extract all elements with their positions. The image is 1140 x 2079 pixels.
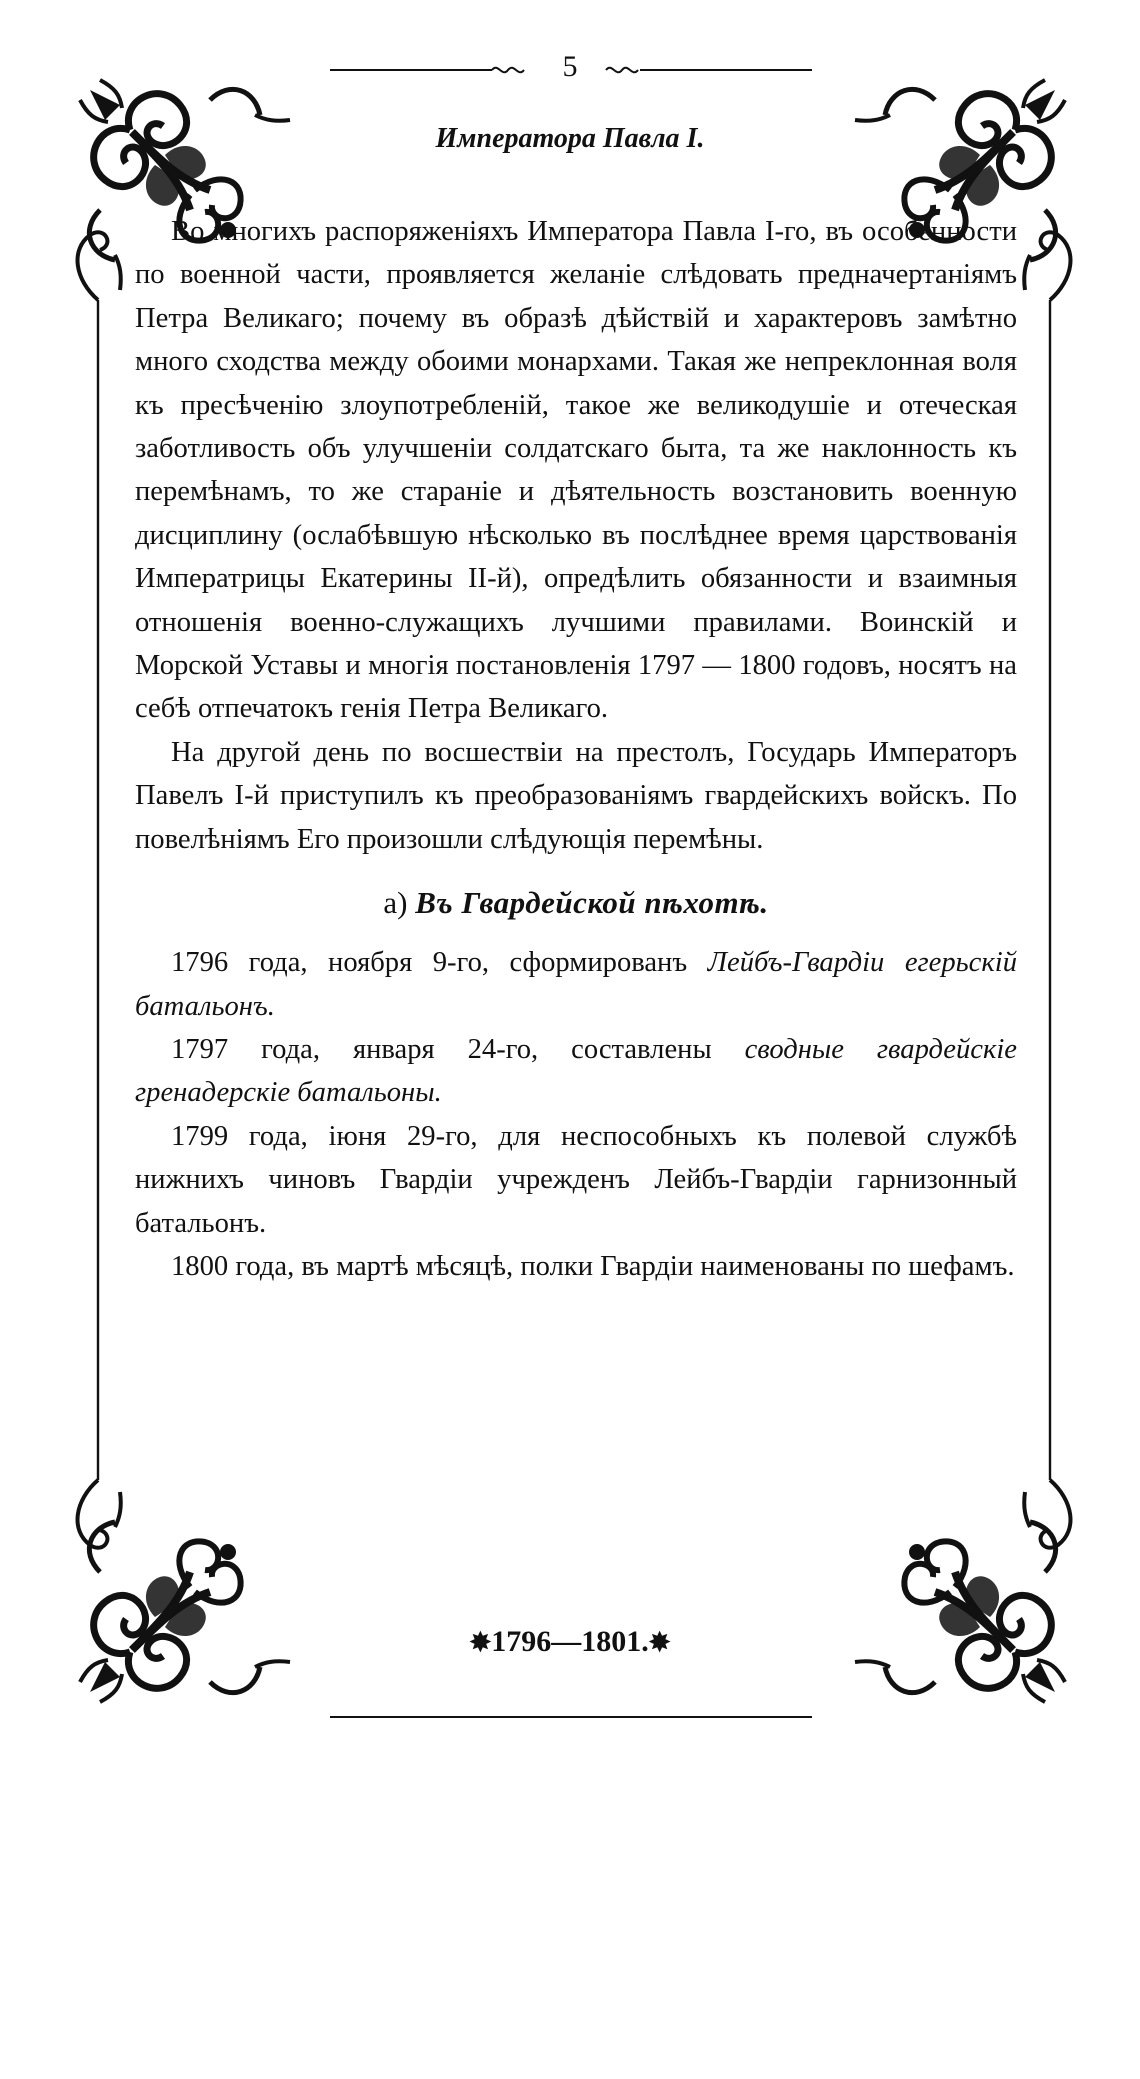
- text-block: [135, 210, 1017, 1288]
- chronicle-entry: [135, 1245, 1017, 1288]
- section-heading: [135, 883, 1017, 923]
- paragraph: На другой день по восшествіи на престолъ, Государь Императоръ Павелъ I-й приступилъ къ преобразованіямъ гвардейскихъ войскъ. По повелѣніямъ Его произошли слѣдующія перемѣны.: [135, 736, 1017, 855]
- entry-text: 1797 года, января 24-го, составлены: [171, 1033, 745, 1065]
- chronicle-entry: [135, 941, 1017, 1028]
- right-rule-curls: [1041, 232, 1071, 1548]
- paragraph: Во многихъ распоряженіяхъ Императора Павла I-го, въ особенности по военной части, проявляется желаніе слѣдовать предначертаніямъ Петра Великаго; почему въ образѣ дѣйствій и характеровъ замѣтно много сходства между обоими монархами. Такая же непреклонная воля къ пресѣченію злоупотребленій, такое же великодушіе и отеческая заботливость объ улучшеніи солдатскаго быта, та же наклонность къ перемѣнамъ, то же стараніе и дѣятельность возстановить военную дисциплину (ослабѣвшую нѣсколько въ послѣднее время царствованія Императрицы Екатерины II-й), опредѣлить обязанности и взаимныя отношенія военно-служащихъ лучшими правилами. Воинскій и Морской Уставы и многія постановленія 1797 — 1800 годовъ, носятъ на себѣ отпечатокъ генія Петра Великаго.: [135, 216, 1017, 725]
- star-icon: ✸: [648, 1628, 671, 1657]
- frame-dates: [370, 1622, 770, 1663]
- entry-text: 1800 года, въ мартѣ мѣсяцѣ, полки Гвардіи наименованы по шефамъ.: [171, 1250, 1015, 1282]
- chronicle-entry: [135, 1115, 1017, 1245]
- star-icon: ✸: [469, 1628, 492, 1657]
- corner-ornament-bottom-right: [855, 1492, 1065, 1702]
- chronicle-entry: [135, 1028, 1017, 1115]
- entry-emphasis: сводные гвардейскіе гренадерскіе батальоны.: [135, 1033, 1017, 1109]
- left-rule-curls: [78, 232, 108, 1548]
- section-marker: а): [383, 885, 408, 921]
- running-head: Императора Павла I.: [435, 123, 705, 154]
- corner-ornament-bottom-left: [80, 1492, 290, 1702]
- entry-text: 1799 года, іюня 29-го, для неспособныхъ къ полевой службѣ нижнихъ чиновъ Гвардіи учрежденъ Лейбъ-Гвардіи гарнизонный батальонъ.: [135, 1120, 1017, 1239]
- entry-text: 1796 года, ноября 9-го, сформированъ: [171, 947, 708, 979]
- entry-emphasis: Лейбъ-Гвардіи егерьскій батальонъ.: [135, 947, 1017, 1022]
- dates-label: 1796—1801.: [491, 1625, 649, 1658]
- section-title: Въ Гвардейской пѣхотѣ.: [415, 885, 769, 921]
- page-number: 5: [562, 50, 578, 83]
